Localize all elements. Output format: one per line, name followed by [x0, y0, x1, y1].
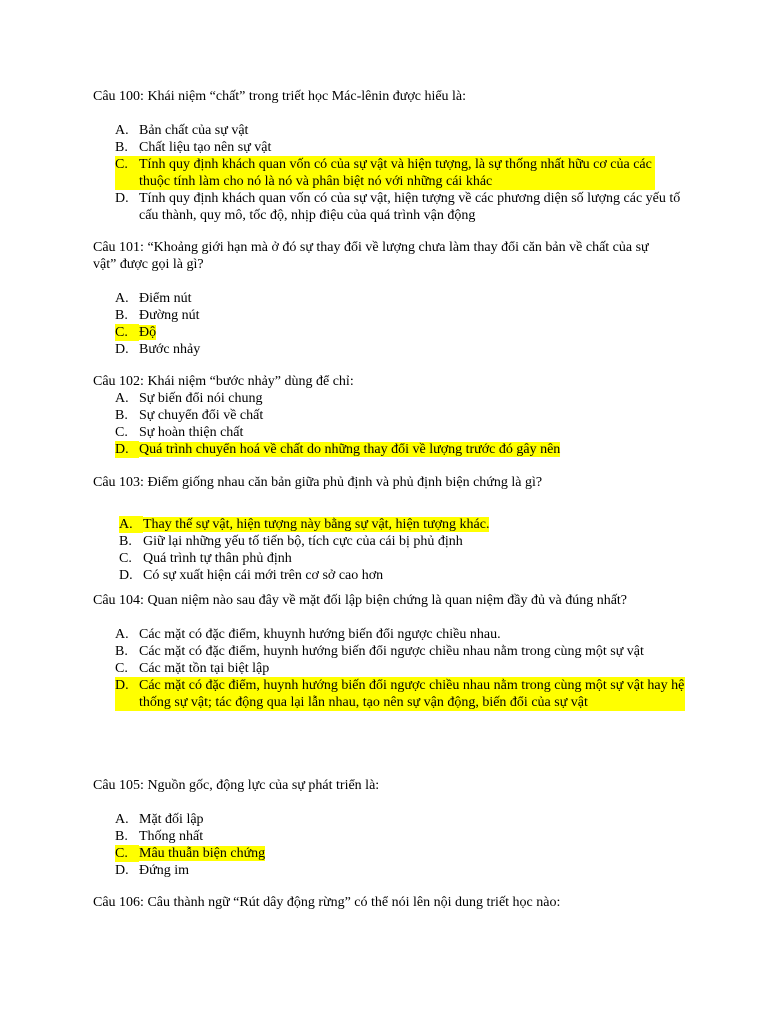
option-d: D. Bước nhảy	[115, 342, 201, 357]
option-a-correct: A. Thay thế sự vật, hiện tượng này bằng sự vật, hiện tượng khác.	[119, 517, 490, 532]
option-list	[93, 516, 693, 584]
question-text: Câu 100: Khái niệm “chất” trong triết học Mác-lênin được hiểu là:	[93, 89, 467, 104]
option-list	[93, 390, 693, 458]
option-c-correct: C. Độ	[115, 325, 157, 340]
question-106	[93, 894, 693, 911]
option-d: D. Có sự xuất hiện cái mới trên cơ sở cao hơn	[119, 568, 384, 583]
option-b: B. Các mặt có đặc điểm, huynh hướng biến đổi ngược chiều nhau nằm trong cùng một sự vật	[115, 644, 644, 659]
option-list	[93, 811, 693, 879]
question-102	[93, 373, 693, 458]
question-100	[93, 88, 693, 224]
option-c: C. Sự hoàn thiện chất	[115, 425, 244, 440]
option-b: B. Đường nút	[115, 308, 200, 323]
question-text: Câu 102: Khái niệm “bước nhảy” dùng để chỉ:	[93, 374, 354, 389]
option-a: A. Bản chất của sự vật	[115, 123, 249, 138]
option-d: D. Tính quy định khách quan vốn có của sự vật, hiện tượng về các phương diện số lượng các yếu tố cấu thành, quy mô, tốc độ, nhịp điệu của quá trình vận động	[115, 191, 681, 223]
option-b: B. Giữ lại những yếu tố tiến bộ, tích cực của cái bị phủ định	[119, 534, 463, 549]
option-a: A. Sự biến đổi nói chung	[115, 391, 263, 406]
option-list	[93, 626, 693, 711]
question-text: Câu 103: Điểm giống nhau căn bản giữa phủ định và phủ định biện chứng là gì?	[93, 475, 543, 490]
question-text: Câu 106: Câu thành ngữ “Rút dây động rừng” có thể nói lên nội dung triết học nào:	[93, 895, 561, 910]
option-d: D. Đứng im	[115, 863, 189, 878]
option-c-correct: C. Tính quy định khách quan vốn có của sự vật và hiện tượng, là sự thống nhất hữu cơ của các thuộc tính làm cho nó là nó và phân biệt nó với những cái khác	[115, 156, 655, 190]
option-d-correct: D. Các mặt có đặc điểm, huynh hướng biến đổi ngược chiều nhau nằm trong cùng một sự vật hay hệ thống sự vật; tác động qua lại lẫn nhau, tạo nên sự vận động, biến đổi của sự vật	[115, 678, 685, 710]
option-list	[93, 290, 693, 358]
option-a: A. Các mặt có đặc điểm, khuynh hướng biến đổi ngược chiều nhau.	[115, 627, 501, 642]
option-c: C. Quá trình tự thân phủ định	[119, 551, 292, 566]
question-105	[93, 777, 693, 879]
option-list	[93, 122, 693, 224]
option-c: C. Các mặt tồn tại biệt lập	[115, 661, 270, 676]
option-b: B. Chất liệu tạo nên sự vật	[115, 140, 272, 155]
option-b: B. Thống nhất	[115, 829, 204, 844]
question-text: Câu 104: Quan niệm nào sau đây về mặt đối lập biện chứng là quan niệm đầy đủ và đúng nhất?	[93, 593, 628, 608]
question-104	[93, 592, 693, 711]
question-text: Câu 105: Nguồn gốc, động lực của sự phát triển là:	[93, 778, 380, 793]
option-a: A. Mặt đối lập	[115, 812, 204, 827]
option-c-correct: C. Mâu thuẫn biện chứng	[115, 846, 266, 861]
question-103	[93, 474, 693, 584]
option-d-correct: D. Quá trình chuyển hoá về chất do những thay đổi về lượng trước đó gây nên	[115, 442, 561, 457]
option-b: B. Sự chuyển đổi về chất	[115, 408, 264, 423]
option-a: A. Điểm nút	[115, 291, 192, 306]
question-101	[93, 239, 693, 358]
question-text: Câu 101: “Khoảng giới hạn mà ở đó sự thay đổi về lượng chưa làm thay đổi căn bản về chất của sự vật” được gọi là gì?	[93, 240, 649, 272]
